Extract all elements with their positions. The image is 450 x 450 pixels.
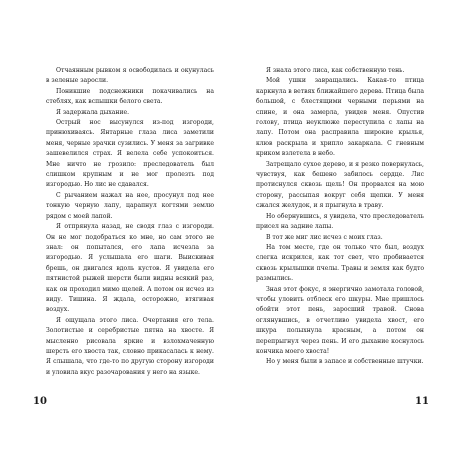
left-page-text [46, 66, 214, 378]
paragraph: Я ощущала этого лиса. Очертания его тела. Золотистые и серебристые пятна на хвосте. Я мысленно рисовала яркие и взлохмаченную шерсть его хвоста так, словно прикасалась к нему. Я слышала, что где-то по другую сторону изгороди и уловила вкус разочарования у него на языке. [46, 316, 214, 376]
paragraph: Но у меня были в запасе и собственные штучки. [266, 358, 424, 366]
right-page-text [256, 66, 424, 368]
paragraph: Я знала этого лиса, как собственную тень. [266, 67, 405, 74]
paragraph: С рычанием нажал на нее, просунул под нее тонкую черную лапу, царапнул когтями землю рядом с моей лапой. [46, 191, 214, 220]
paragraph: Но обернувшись, я увидела, что преследователь присел на задние лапы. [256, 212, 424, 231]
page-number: 10 [33, 396, 47, 407]
paragraph: На том месте, где он только что был, воздух слегка искрился, как тот свет, что пробивается сквозь крылышки пчелы. Травы и земля как будто размылись. [256, 243, 424, 283]
paragraph: Поникшие подснежники покачивались на стеблях, как вспышки белого света. [46, 87, 214, 106]
paragraph: Острый нос высунулся из-под изгороди, принюхиваясь. Янтарные глаза лиса заметили меня, черные зрачки сузились. У меня за загривке зашевелился страх. Я велела себе успокоиться. Мне ничто не грозило: преследователь был слишком крупным и не мог пролезть под изгородью. Но лис не сдавался. [46, 119, 214, 189]
paragraph: Отчаянным рывком я освободилась и окунулась в зеленые заросли. [46, 67, 214, 85]
paragraph: Мой ушки завращались. Какая-то птица каркнула в ветвях ближайшего дерева. Птица была большой, с блестящими черными перьями на спине, и она замерла, увидев меня. Опустив голову, птица неуклюже переступила с лапы на лапу. Потом она расправила широкие крылья, клюв раскрыла и хрипло закаркала. С гневным криком взлетела в небо. [256, 77, 424, 158]
page-number: 11 [415, 396, 429, 407]
paragraph: Я задержала дыхание. [56, 108, 130, 116]
paragraph: Я отпрянула назад, не сводя глаз с изгороди. Он не мог подобраться ко мне, но сам этого не знал: он попытался, его лапа исчезла за изгородью. Я услышала его шаги. Выискивая брешь, он двигался вдоль кустов. Я увидела его пятнистой рыжей шерсти были видны всякий раз, как он проходил мимо щелей. А потом он исчез из виду. Тишина. Я ждала, осторожно, втягивая воздух. [46, 223, 214, 314]
paragraph: Затрещало сухое дерево, и я резко повернулась, чувствуя, как бешено забилось сердце. Лис протиснулся сквозь щель! Он прорвался на мою сторону, рассыпая вокруг себя щепки. У меня сжался желудок, и я прыгнула в траву. [256, 160, 424, 210]
paragraph: В тот же миг лис исчез с моих глаз. [266, 233, 383, 241]
right-page [225, 0, 450, 450]
paragraph: Зная этот фокус, я энергично замотала головой, чтобы уловить отблеск его шкуры. Мне пришлось обойти этот пень, заросший травой. Снова оглянувшись, в отчетливо увидела хвост, его шкура полыхнула красным, а потом он перепрыгнул через пень. И его дыхание коснулось кончика моего хвоста! [256, 285, 424, 355]
